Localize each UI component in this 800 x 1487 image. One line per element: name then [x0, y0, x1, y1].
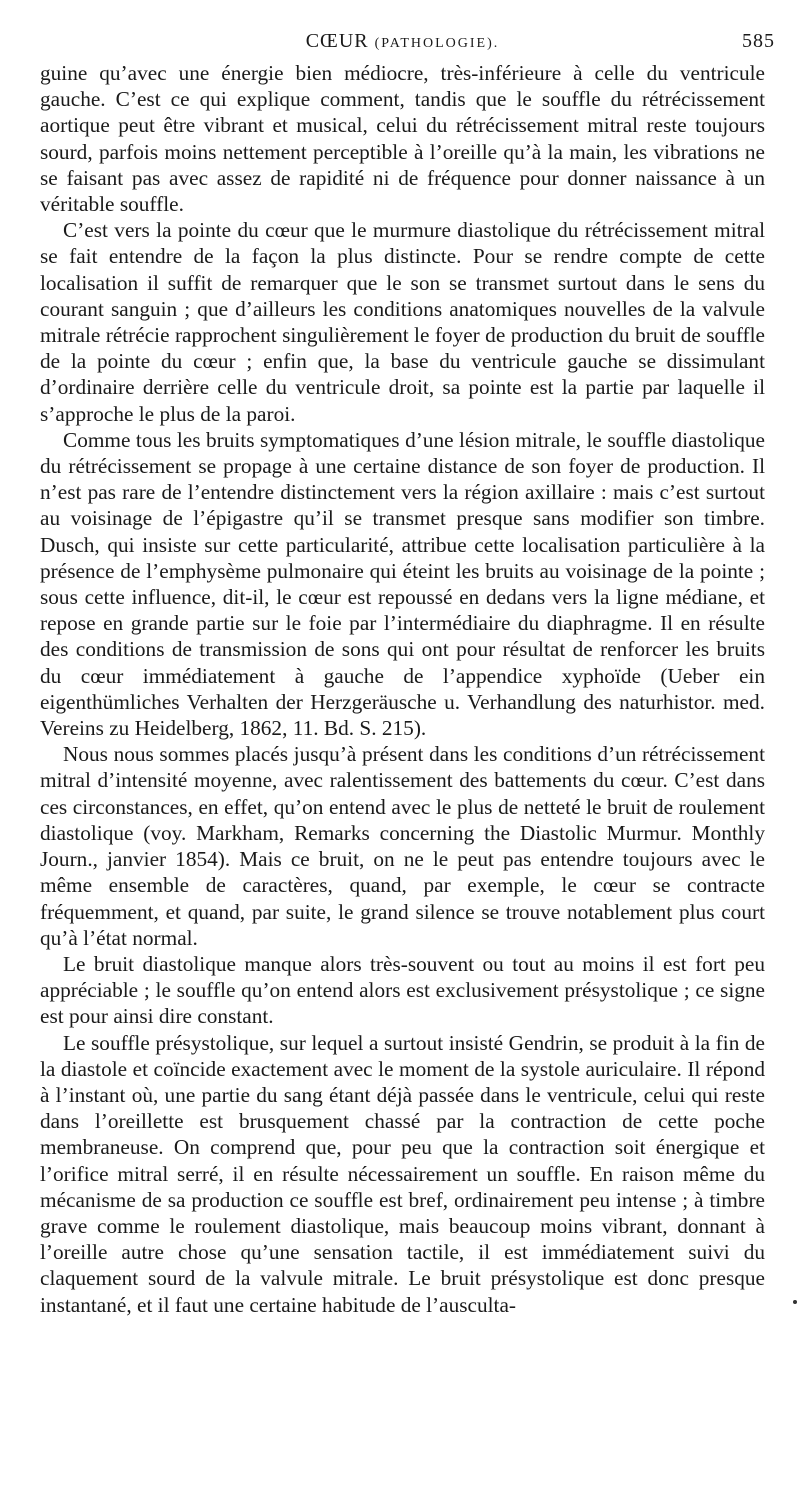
running-head	[40, 30, 775, 60]
paragraph-5: Le bruit diastolique manque alors très-souvent ou tout au moins il est fort peu appréciable ; le souffle qu’on entend alors est exclusivement présystolique ; ce signe est pour ainsi dire constant.	[40, 951, 765, 1029]
paragraph-1: guine qu’avec une énergie bien médiocre, très-inférieure à celle du ventricule gauche. C’est ce qui explique comment, tandis que le souffle du rétrécissement aortique peut être vibrant et musical, celui du rétrécissement mitral reste toujours sourd, parfois moins nettement perceptible à l’oreille qu’à la main, les vibrations ne se faisant pas avec assez de rapidité ni de fréquence pour donner naissance à un véritable souffle.	[40, 61, 765, 217]
page-number: 585	[742, 30, 775, 52]
running-title-sub: (PATHOLOGIE).	[374, 36, 500, 51]
paragraph-4: Nous nous sommes placés jusqu’à présent dans les conditions d’un rétrécissement mitral d’intensité moyenne, avec ralentissement des battements du cœur. C’est dans ces circonstances, en effet, qu’on entend avec le plus de netteté le bruit de roulement diastolique (voy. Markham, Remarks concerning the Diastolic Murmur. Monthly Journ., janvier 1854). Mais ce bruit, on ne le peut pas entendre toujours avec le même ensemble de caractères, quand, par exemple, le cœur se contracte fréquemment, et quand, par suite, le grand silence se trouve notablement plus court qu’à l’état normal.	[40, 742, 765, 950]
paragraph-3: Comme tous les bruits symptomatiques d’une lésion mitrale, le souffle diastolique du rétrécissement se propage à une certaine distance de son foyer de production. Il n’est pas rare de l’entendre distinctement vers la région axillaire : mais c’est surtout au voisinage de l’épigastre qu’il se transmet presque sans modifier son timbre. Dusch, qui insiste sur cette particularité, attribue cette localisation particulière à la présence de l’emphysème pulmonaire qui éteint les bruits au voisinage de la pointe ; sous cette influence, dit-il, le cœur est repoussé en dedans vers la ligne médiane, et repose en grande partie sur le foie par l’intermédiaire du diaphragme. Il en résulte des conditions de transmission de sons qui ont pour résultat de renforcer les bruits du cœur immédiatement à gauche de l’appendice xyphoïde (Ueber ein eigenthümliches Verhalten der Herzgeräusche u. Verhandlung des naturhistor. med. Vereins zu Heidelberg, 1862, 11. Bd. S. 215).	[40, 427, 765, 741]
paragraph-2: C’est vers la pointe du cœur que le murmure diastolique du rétrécissement mitral se fait entendre de la façon la plus distincte. Pour se rendre compte de cette localisation il suffit de remarquer que le son se transmet surtout dans le sens du courant sanguin ; que d’ailleurs les conditions anatomiques nouvelles de la valvule mitrale rétrécie rapprochent singulièrement le foyer de production du bruit de souffle de la pointe du cœur ; enfin que, la base du ventricule gauche se dissimulant d’ordinaire derrière celle du ventricule droit, sa pointe est la partie par laquelle il s’approche le plus de la paroi.	[40, 218, 765, 426]
running-title	[40, 30, 765, 53]
body-text	[40, 60, 765, 1318]
book-page	[40, 30, 775, 1318]
running-title-main: CŒUR	[305, 30, 369, 52]
paragraph-6: Le souffle présystolique, sur lequel a surtout insisté Gendrin, se produit à la fin de la diastole et coïncide exactement avec le moment de la systole auriculaire. Il répond à l’instant où, une partie du sang étant déjà passée dans le ventricule, celui qui reste dans l’oreillette est brusquement chassé par la contraction de cette poche membraneuse. On comprend que, pour peu que la contraction soit énergique et l’orifice mitral serré, il en résulte nécessairement un souffle. En raison même du mécanisme de sa production ce souffle est bref, ordinairement peu intense ; à timbre grave comme le roulement diastolique, mais beaucoup moins vibrant, donnant à l’oreille autre chose qu’une sensation tactile, il est immédiatement suivi du claquement sourd de la valvule mitrale. Le bruit présystolique est donc presque instantané, et il faut une certaine habitude de l’ausculta-	[40, 1030, 765, 1317]
margin-speck	[793, 1300, 797, 1304]
